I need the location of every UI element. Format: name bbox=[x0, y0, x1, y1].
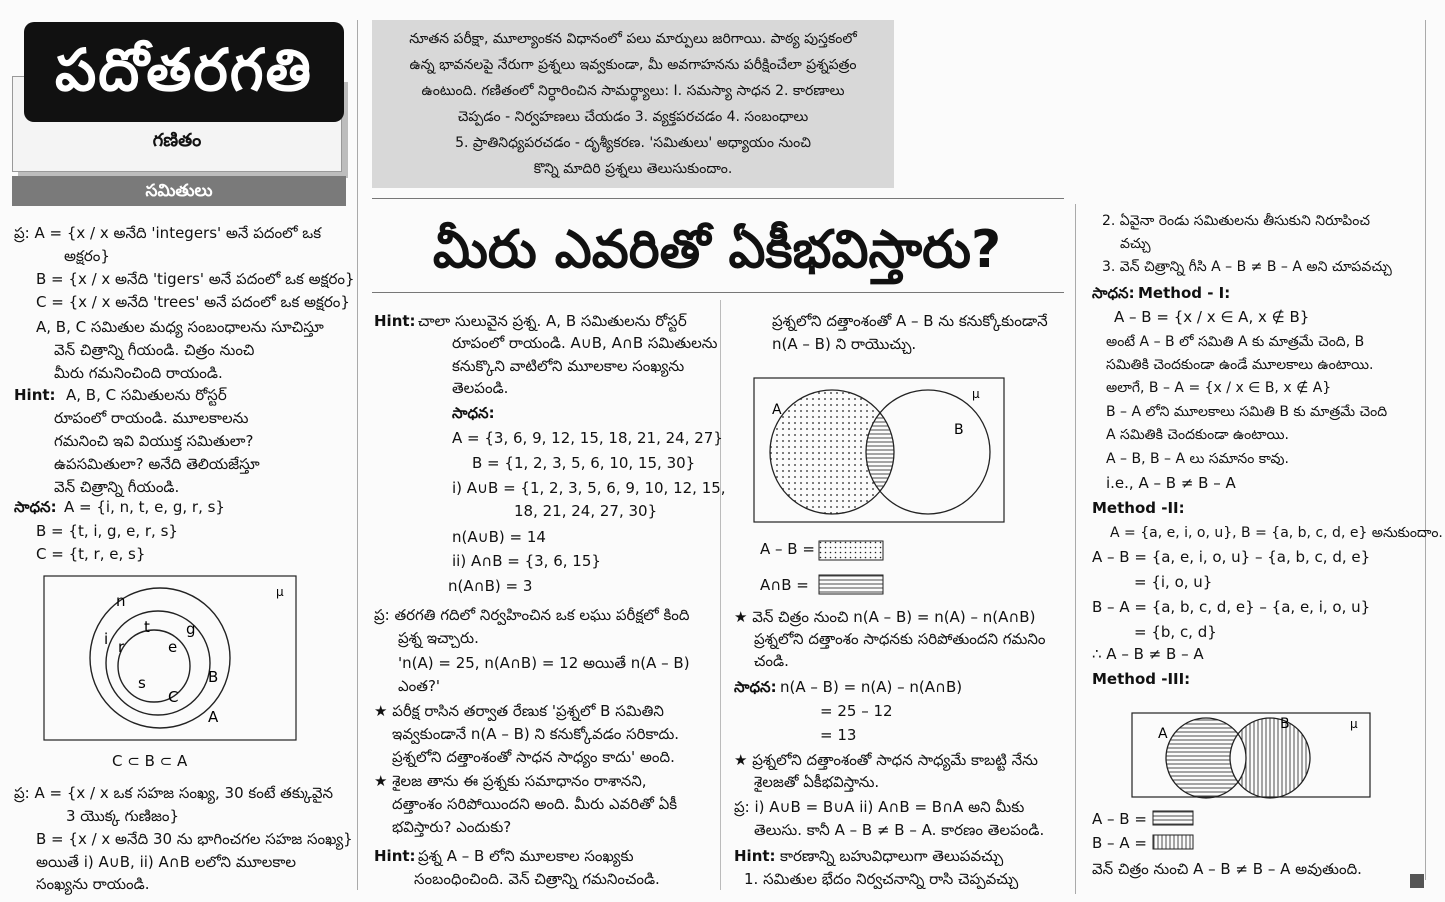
solution-label: సాధన: bbox=[452, 404, 495, 422]
hint-text: రూపంలో రాయండి. మూలకాలను bbox=[54, 409, 249, 427]
question-text: A, B, C సమితుల మధ్య సంబంధాలను సూచిస్తూ bbox=[36, 318, 324, 336]
column-rule bbox=[720, 300, 721, 890]
universal-set-label: μ bbox=[972, 387, 980, 401]
universal-set-label: μ bbox=[276, 585, 284, 599]
solution-text: 18, 21, 24, 27, 30} bbox=[514, 502, 658, 520]
hint-label: Hint: bbox=[734, 847, 776, 865]
venn-caption: C ⊂ B ⊂ A bbox=[112, 752, 188, 770]
hint-text: n(A – B) ని రాయొచ్చు. bbox=[772, 335, 917, 353]
hint-text: తెలపండి. bbox=[452, 379, 509, 397]
solution-text: = {i, o, u} bbox=[1134, 573, 1213, 591]
question-text: అక్షరం} bbox=[64, 247, 110, 265]
venn-element: s bbox=[138, 674, 146, 692]
question-text: 'n(A) = 25, n(A∩B) = 12 అయితే n(A – B) bbox=[398, 654, 690, 672]
hint-text: ప్రశ్నలోని దత్తాంశంతో A – B ను కనుక్కోకుండానే bbox=[772, 312, 1048, 330]
legend-vlines-swatch bbox=[1152, 834, 1196, 852]
headline: మీరు ఎవరితో ఏకీభవిస్తారు? bbox=[432, 220, 1002, 280]
solution-text: ii) A∩B = {3, 6, 15} bbox=[452, 552, 601, 570]
legend-label: A – B = bbox=[1092, 810, 1147, 828]
column-rule bbox=[1425, 20, 1426, 880]
solution-text: A = {a, e, i, o, u}, B = {a, b, c, d, e} అనుకుందాం. bbox=[1110, 525, 1443, 541]
hint-text: A, B, C సమితులను రోస్టర్ bbox=[66, 386, 227, 404]
venn-element: t bbox=[144, 618, 150, 636]
solution-text: n(A∩B) = 3 bbox=[448, 577, 533, 595]
masthead bbox=[12, 22, 346, 170]
solution-text: A – B, B – A లు సమానం కావు. bbox=[1106, 451, 1289, 467]
hint-text: 2. ఏవైనా రెండు సమితులను తీసుకుని నిరూపించ bbox=[1102, 213, 1370, 229]
set-label-a: A bbox=[208, 708, 219, 726]
solution-text: = {b, c, d} bbox=[1134, 623, 1217, 641]
solution-text: n(A∪B) = 14 bbox=[452, 528, 546, 546]
intro-line: నూతన పరీక్షా, మూల్యాంకన విధానంలో పలు మార్పులు జరిగాయి. పాఠ్య పుస్తకంలో bbox=[409, 31, 857, 47]
statement-text: ★ వెన్ చిత్రం నుంచి n(A – B) = n(A) – n(A∩B) bbox=[734, 608, 1036, 626]
statement-text: భవిస్తారు? ఎందుకు? bbox=[392, 818, 512, 836]
question-text: వెన్ చిత్రాన్ని గీయండి. చిత్రం నుంచి bbox=[54, 341, 255, 359]
set-label-b: B bbox=[954, 422, 964, 438]
set-label-a: A bbox=[1158, 726, 1168, 742]
question-text: ప్ర: i) A∪B = B∪A ii) A∩B = B∩A అని మీకు bbox=[734, 798, 1025, 816]
hint-label: Hint: bbox=[374, 847, 416, 865]
venn-element: n bbox=[116, 592, 126, 610]
intro-box bbox=[372, 20, 894, 188]
hint-text: ఉపసమితులా? అనేది తెలియజేస్తూ bbox=[54, 455, 260, 473]
legend-label: A – B = bbox=[760, 540, 815, 558]
venn-diagram-method-3 bbox=[1128, 710, 1376, 804]
solution-text: B = {1, 2, 3, 5, 6, 10, 15, 30} bbox=[472, 454, 696, 472]
question-text: C = {x / x అనేది 'trees' అనే పదంలో ఒక అక్షరం} bbox=[36, 293, 350, 311]
masthead-subject: గణితం bbox=[152, 130, 202, 151]
legend-label: A∩B = bbox=[760, 576, 809, 594]
universal-set-label: μ bbox=[1350, 717, 1358, 731]
statement-text: శైలజతో ఏకీభవిస్తాను. bbox=[754, 773, 880, 791]
solution-text: ∴ A – B ≠ B – A bbox=[1092, 645, 1204, 663]
column-rule bbox=[357, 20, 358, 890]
hint-text: కనుక్కొని వాటిలోని మూలకాల సంఖ్యను bbox=[452, 357, 685, 375]
solution-text: i.e., A – B ≠ B – A bbox=[1106, 474, 1236, 492]
set-label-b: B bbox=[1280, 716, 1290, 732]
hint-text: సంబంధించింది. వెన్ చిత్రాన్ని గమనించండి. bbox=[414, 870, 660, 888]
statement-text: చండి. bbox=[754, 652, 789, 670]
statement-text: ప్రశ్నలోని దత్తాంశంతో సాధన సాధ్యం కాదు' అంది. bbox=[392, 748, 675, 766]
intro-line: ఉంటుంది. గణితంలో నిర్ధారించిన సామర్థ్యాలు: I. సమస్యా సాధన 2. కారణాలు bbox=[421, 83, 845, 99]
method-label: Method -II: bbox=[1092, 499, 1185, 517]
end-mark bbox=[1410, 874, 1424, 888]
method-label: Method - I: bbox=[1138, 284, 1231, 302]
solution-text: A – B = {a, e, i, o, u} – {a, b, c, d, e} bbox=[1092, 548, 1371, 566]
legend-hlines-swatch bbox=[1152, 810, 1196, 828]
statement-text: దత్తాంశం సరిపోయిందని అంది. మీరు ఎవరితో ఏకీ bbox=[392, 795, 678, 813]
set-label-b: B bbox=[208, 668, 219, 686]
venn-element: g bbox=[186, 620, 196, 638]
question-text: ప్ర: తరగతి గదిలో నిర్వహించిన ఒక లఘు పరీక్షలో కింది bbox=[374, 606, 690, 624]
statement-text: ★ శైలజ తాను ఈ ప్రశ్నకు సమాధానం రాశానని, bbox=[374, 772, 647, 790]
venn-diagram-a-minus-b bbox=[750, 372, 1010, 528]
headline-bottom-rule bbox=[372, 292, 1064, 293]
solution-text: అలాగే, B – A = {x / x ∈ B, x ∉ A} bbox=[1106, 380, 1332, 396]
solution-text: B – A = {a, b, c, d, e} – {a, e, i, o, u} bbox=[1092, 598, 1371, 616]
question-text: B = {x / x అనేది 'tigers' అనే పదంలో ఒక అక్షరం} bbox=[36, 270, 355, 288]
hint-text: వచ్చు bbox=[1120, 236, 1151, 252]
solution-label: సాధన: bbox=[734, 678, 777, 696]
solution-text: n(A – B) = n(A) – n(A∩B) bbox=[780, 678, 963, 696]
set-label-c: C bbox=[168, 688, 179, 706]
solution-text: = 25 – 12 bbox=[820, 702, 893, 720]
question-text: తెలుసు. కానీ A – B ≠ B – A. కారణం తెలపండి. bbox=[754, 821, 1045, 839]
column-rule bbox=[1075, 204, 1076, 894]
question-text: B = {x / x అనేది 30 ను భాగించగల సహజ సంఖ్య} bbox=[36, 830, 353, 848]
legend-label: B – A = bbox=[1092, 834, 1147, 852]
solution-text: C = {t, r, e, s} bbox=[36, 545, 146, 563]
statement-text: ★ ప్రశ్నలోని దత్తాంశంతో సాధన సాధ్యమే కాబట్టి నేను bbox=[734, 751, 1038, 769]
statement-text: ప్రశ్నలోని దత్తాంశం సాధనకు సరిపోతుందని గమనిం bbox=[754, 630, 1046, 648]
intro-line: ఉన్న భావనలపై నేరుగా ప్రశ్నలు ఇవ్వకుండా, మీ అవగాహనను పరీక్షించేలా ప్రశ్నపత్రం bbox=[409, 57, 857, 73]
hint-text: 1. సమితుల భేదం నిర్వచనాన్ని రాసి చెప్పవచ్చు bbox=[744, 870, 1019, 888]
legend-hlines-swatch bbox=[818, 574, 886, 596]
solution-text: A సమితికి చెందకుండా ఉంటాయి. bbox=[1106, 427, 1290, 443]
solution-text: i) A∪B = {1, 2, 3, 5, 6, 9, 10, 12, 15, bbox=[452, 479, 726, 497]
solution-text: = 13 bbox=[820, 726, 857, 744]
legend-dots-swatch bbox=[818, 540, 886, 562]
solution-text: అంటే A – B లో సమితి A కు మాత్రమే చెంది, B bbox=[1106, 334, 1365, 350]
solution-text: B = {t, i, g, e, r, s} bbox=[36, 522, 178, 540]
hint-text: గమనించి ఇవి వియుక్త సమితులా? bbox=[54, 432, 254, 450]
venn-element: e bbox=[168, 638, 178, 656]
masthead-title: పదోతరగతి bbox=[55, 36, 313, 104]
intro-line: 5. ప్రాతినిధ్యపరచడం - దృశ్యీకరణ. 'సమితులు' అధ్యాయం నుంచి bbox=[455, 135, 811, 151]
question-text: ఎంత?' bbox=[398, 677, 441, 695]
venn-element: r bbox=[118, 638, 125, 656]
hint-text: రూపంలో రాయండి. A∪B, A∩B సమితులను bbox=[452, 334, 718, 352]
statement-text: ఇవ్వకుండానే n(A – B) ని కనుక్కోవడం సరికాదు. bbox=[392, 725, 680, 743]
question-text: ప్ర: A = {x / x ఒక సహజ సంఖ్య, 30 కంటే తక్కువైన bbox=[14, 784, 334, 802]
solution-text: A – B = {x / x ∈ A, x ∉ B} bbox=[1114, 308, 1310, 326]
question-text: ప్రశ్న ఇచ్చారు. bbox=[398, 629, 479, 647]
statement-text: ★ పరీక్ష రాసిన తర్వాత రేణుక 'ప్రశ్నలో B సమితిని bbox=[374, 702, 664, 720]
question-text: మీరు గమనించింది రాయండి. bbox=[54, 364, 223, 382]
closing-text: వెన్ చిత్రం నుంచి A – B ≠ B – A అవుతుంది. bbox=[1092, 860, 1362, 878]
hint-text: చాలా సులువైన ప్రశ్న. A, B సమితులను రోస్టర్ bbox=[418, 312, 687, 330]
solution-text: B – A లోని మూలకాలు సమితి B కు మాత్రమే చెంది bbox=[1106, 404, 1388, 420]
hint-text: కారణాన్ని బహువిధాలుగా తెలుపవచ్చు bbox=[780, 847, 1004, 865]
solution-label: సాధన: bbox=[1092, 284, 1135, 302]
venn-diagram-nested bbox=[30, 570, 330, 770]
intro-line: చెప్పడం - నిర్వహణలు చేయడం 3. వ్యక్తపరచడం 4. సంబంధాలు bbox=[457, 109, 809, 125]
hint-label: Hint: bbox=[374, 312, 416, 330]
hint-label: Hint: bbox=[14, 386, 56, 404]
question-text: ప్ర: A = {x / x అనేది 'integers' అనే పదంలో ఒక bbox=[14, 224, 322, 242]
venn-element: i bbox=[104, 630, 109, 648]
hint-text: 3. వెన్ చిత్రాన్ని గీసి A – B ≠ B – A అని చూపవచ్చు bbox=[1102, 259, 1392, 275]
question-text: 3 యొక్క గుణిజం} bbox=[66, 807, 180, 825]
hint-text: వెన్ చిత్రాన్ని గీయండి. bbox=[54, 478, 180, 496]
chapter-bar: సమితులు bbox=[12, 176, 346, 206]
solution-text: సమితికి చెందకుండా ఉండే మూలకాలు ఉంటాయి. bbox=[1106, 357, 1374, 373]
solution-text: A = {3, 6, 9, 12, 15, 18, 21, 24, 27} bbox=[452, 429, 723, 447]
headline-top-rule bbox=[372, 198, 1064, 199]
question-text: అయితే i) A∪B, ii) A∩B లలోని మూలకాల bbox=[36, 853, 296, 871]
hint-text: ప్రశ్న A – B లోని మూలకాల సంఖ్యకు bbox=[418, 847, 634, 865]
method-label: Method -III: bbox=[1092, 670, 1191, 688]
solution-label: సాధన: bbox=[14, 498, 57, 516]
set-label-a: A bbox=[772, 402, 782, 418]
intro-line: కొన్ని మాదిరి ప్రశ్నలు తెలుసుకుందాం. bbox=[533, 161, 733, 177]
question-text: సంఖ్యను రాయండి. bbox=[36, 875, 150, 893]
solution-text: A = {i, n, t, e, g, r, s} bbox=[64, 498, 225, 516]
